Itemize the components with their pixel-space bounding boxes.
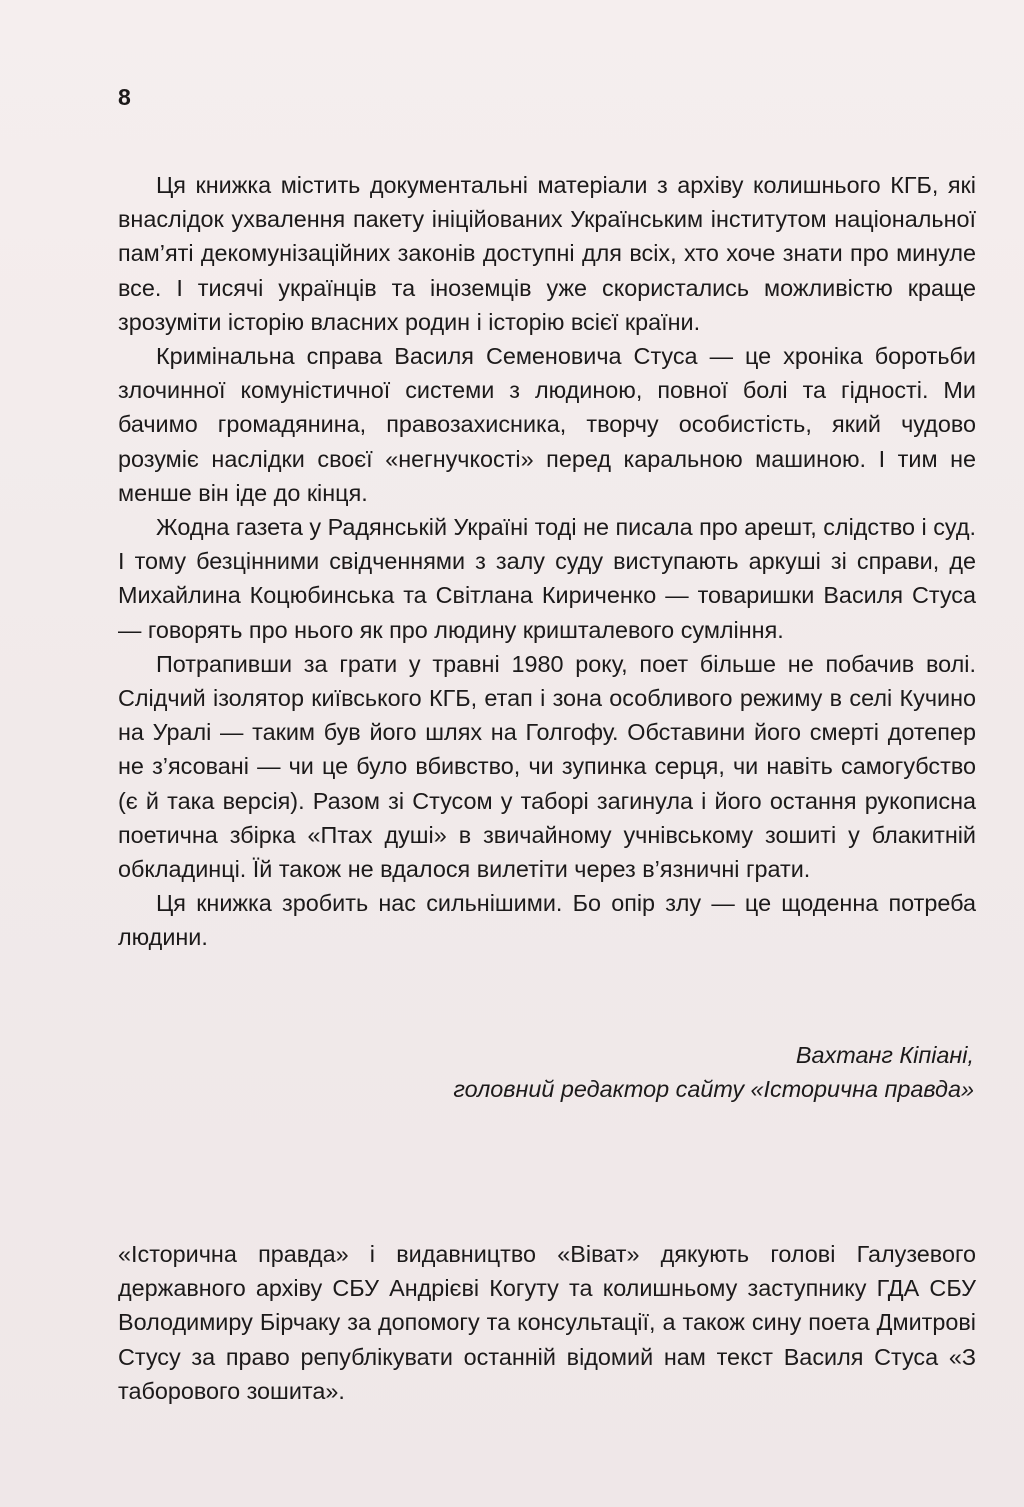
acknowledgment: [118, 1237, 976, 1408]
paragraph: Кримінальна справа Василя Семеновича Стуса — це хроніка боротьби злочинної комуністичної системи з людиною, повної болі та гідності. Ми бачимо громадянина, правозахисника, творчу особистість, який чудово розуміє наслідки своєї «негнучкості» перед каральною машиною. І тим не менше він іде до кінця.: [118, 343, 976, 506]
paragraph: Ця книжка містить документальні матеріали з архіву колишнього КГБ, які внаслідок ухвалення пакету ініційованих Українським інститутом національної пам’яті декомунізаційних законів доступні для всіх, хто хоче знати про минуле все. І тисячі українців та іноземців уже скористались можливістю краще зрозуміти історію власних родин і історію всієї країни.: [118, 172, 976, 335]
paragraph: Потрапивши за грати у травні 1980 року, поет більше не побачив волі. Слідчий ізолятор київського КГБ, етап і зона особливого режиму в селі Кучино на Уралі — таким був його шлях на Голгофу. Обставини його смерті дотепер не з’ясовані — чи це було вбивство, чи зупинка серця, чи навіть самогубство (є й така версія). Разом зі Стусом у таборі загинула і його остання рукописна поетична збірка «Птах душі» в звичайному учнівському зошиті у блакитній обкладинці. Їй також не вдалося вилетіти через в’язничні грати.: [118, 650, 976, 883]
signature-title: головний редактор сайту «Історична правда»: [453, 1076, 974, 1103]
foreword-body: [118, 168, 976, 955]
page-number: 8: [118, 84, 131, 110]
paragraph: Ця книжка зробить нас сильнішими. Бо опір злу — це щоденна потреба людини.: [118, 890, 976, 951]
signature: [453, 1038, 974, 1106]
signature-name: Вахтанг Кіпіані,: [795, 1042, 974, 1068]
paragraph: Жодна газета у Радянській Україні тоді не писала про арешт, слідство і суд. І тому безцінними свідченнями з залу суду виступають аркуші зі справи, де Михайлина Коцюбинська та Світлана Кириченко — товаришки Василя Стуса — говорять про нього як про людину кришталевого сумління.: [118, 514, 976, 643]
acknowledgment-text: «Історична правда» і видавництво «Віват» дякують голові Галузевого державного архіву СБУ Андрієві Когуту та колишньому заступнику ГДА СБУ Володимиру Бірчаку за допомогу та консультації, а також сину поета Дмитрові Стусу за право републікувати останній відомий нам текст Василя Стуса «З таборового зошита».: [118, 1241, 976, 1404]
